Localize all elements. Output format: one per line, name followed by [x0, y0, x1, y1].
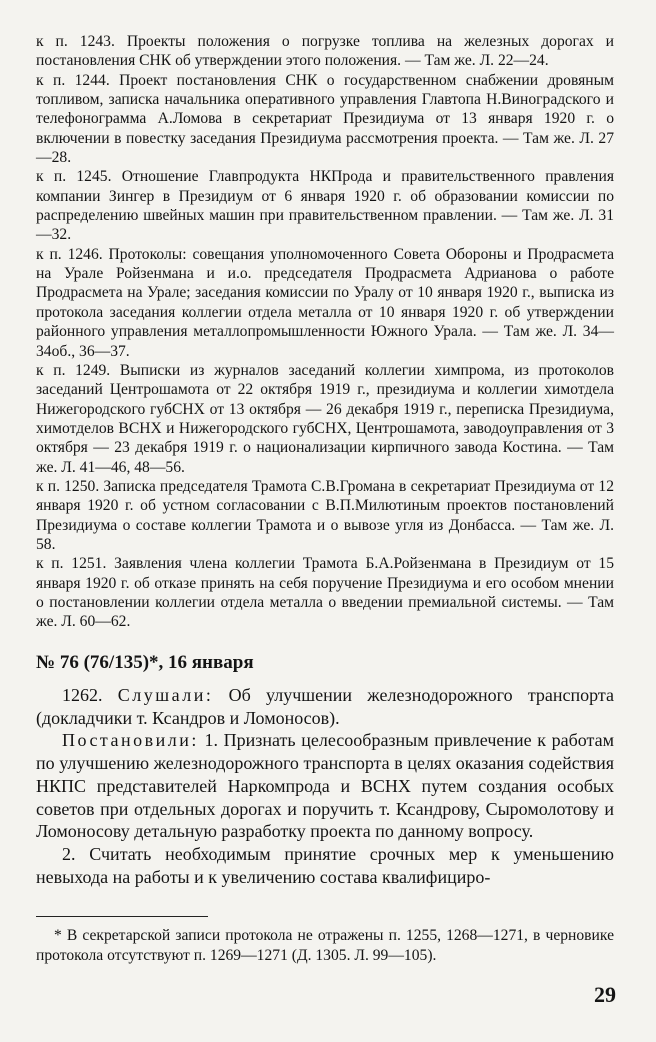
resolved-label: Постановили: [62, 730, 199, 751]
paragraph-resolved [36, 729, 614, 843]
page-number: 29 [594, 982, 616, 1007]
protocol-text [36, 684, 614, 888]
paragraph-heard [36, 684, 614, 729]
document-heading: № 76 (76/135)*, 16 января [36, 652, 254, 673]
archive-entry: к п. 1251. Заявления члена коллегии Трамота Б.А.Ройзенмана в Президиум от 15 января 1920 г. об отказе принять на себя поручение Президиума и его особом мнении о постановлении коллегии отдела металла о введении премиальной системы. — Там же. Л. 60—62. [36, 555, 614, 631]
paragraph-point-2: 2. Считать необходимым принятие срочных мер к уменьшению невыхода на работы и к увеличению состава квалифициро- [36, 843, 614, 887]
footnote: * В секретарской записи протокола не отражены п. 1255, 1268—1271, в черновике протокола отсутствуют п. 1269—1271 (Д. 1305. Л. 99—105). [36, 927, 614, 964]
heard-label: Слушали: [117, 685, 214, 705]
archive-entry: к п. 1245. Отношение Главпродукта НКПрода и правительственного правления компании Зингер в Президиум от 6 января 1920 г. об образовании комиссии по распределению швейных машин при правительственном правлении. — Там же. Л. 31—32. [36, 168, 614, 244]
item-number: 1262. [62, 685, 103, 705]
archive-entry: к п. 1246. Протоколы: совещания уполномоченного Совета Обороны и Продрасмета на Урале Ройзенмана и и.о. председателя Продрасмета Адрианова о работе Продрасмета на Урале; заседания комиссии по Уралу от 10 января 1920 г., выписка из протокола заседания коллегии отдела металла от 10 января 1920 г. об утверждении районного управления металлопромышленности Южного Урала. — Там же. Л. 34—34об., 36—37. [36, 245, 614, 360]
archive-references [36, 32, 614, 632]
archive-entry: к п. 1244. Проект постановления СНК о государственном снабжении дровяным топливом, записка начальника оперативного управления Главтопа Н.Виноградского и телефонограмма А.Ломова в секретариат Президиума от 13 января 1920 г. о включении в повестку заседания Президиума рассмотрения проекта. — Там же. Л. 27—28. [36, 71, 614, 167]
archive-entry: к п. 1250. Записка председателя Трамота С.В.Громана в секретариат Президиума от 12 января 1920 г. об устном согласовании с В.П.Милютиным проектов постановлений Президиума о составе коллегии Трамота и о вывозе угля из Донбасса. — Там же. Л. 58. [36, 477, 614, 553]
footnote-divider [36, 916, 208, 917]
archive-entry: к п. 1249. Выписки из журналов заседаний коллегии химпрома, из протоколов заседаний Центрошамота от 22 октября 1919 г., президиума и коллегии химотдела Нижегородского губСНХ от 13 октября — 26 декабря 1919 г., переписка Президиума, химотделов ВСНХ и Нижегородского губСНХ, Центрошамота, заводоуправления от 3 октября — 23 декабря 1919 г. о национализации кирпичного завода Костина. — Там же. Л. 41—46, 48—56. [36, 361, 614, 476]
resolved-text: 1. Признать целесообразным привлечение к работам по улучшению железнодорожного транспорта в целях оказания содействия НКПС представителей Наркомпрода и ВСНХ путем создания особых советов при отдельных дорогах и поручить т. Ксандрову, Сыромолотову и Ломоносову детальную разработку проекта по данному вопросу. [36, 730, 614, 842]
heard-text: Об улучшении железнодорожного транспорта (докладчики т. Ксандров и Ломоносов). [36, 685, 615, 728]
archive-entry: к п. 1243. Проекты положения о погрузке топлива на железных дорогах и постановления СНК об утверждении этого положения. — Там же. Л. 22—24. [36, 33, 614, 70]
